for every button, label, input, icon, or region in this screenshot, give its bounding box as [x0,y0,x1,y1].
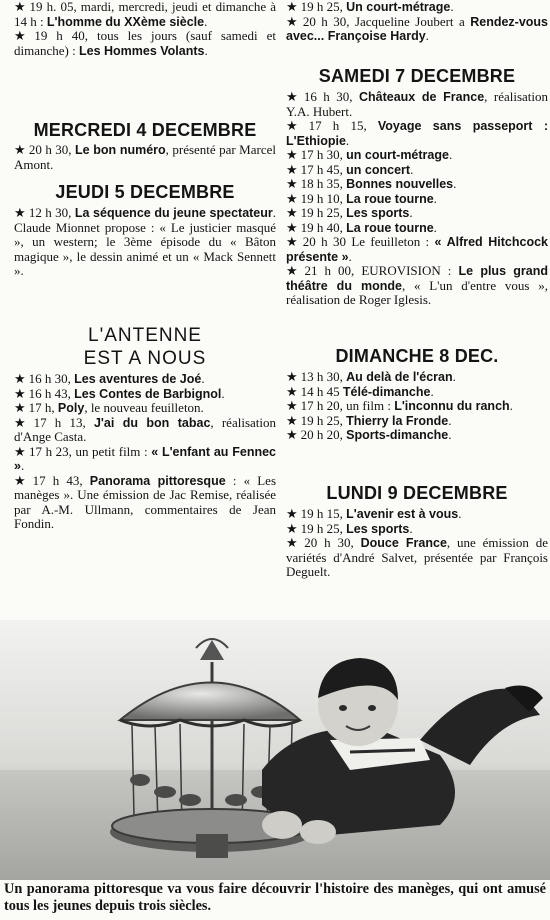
entry-time: 17 h 13, [33,414,94,430]
left-top-entries [14,0,276,58]
entry-time: 19 h. 05, mardi, mercredi, jeudi et dimanche à 14 h : [14,0,277,29]
star-icon: ★ [286,412,298,428]
star-icon: ★ [286,520,298,536]
entry-title: Châteaux de France [358,90,485,104]
star-icon: ★ [286,369,298,384]
listing-entry [14,474,276,532]
star-icon: ★ [286,427,298,442]
boy-with-carousel-illustration [0,620,550,880]
entry-title: Panorama pittoresque [89,473,226,488]
listing-entry [14,387,276,402]
listing-entry [14,372,276,387]
entry-details: . [433,190,437,206]
heading-mercredi: MERCREDI 4 DECEMBRE [33,120,257,140]
entry-time: 20 h 20, [300,427,347,442]
listing-entry [286,385,548,400]
lundi-entries [286,507,548,580]
entry-title: Le plus grand théâtre du monde [286,264,549,293]
entry-details: , une émission de variétés d'André Salvet, présentée par François Deguelt. [286,535,549,579]
entry-details: . [453,176,457,191]
entry-details: , réalisation d'Ange Casta. [14,414,276,444]
entry-details: . [458,506,462,521]
antenne-entries [14,372,276,532]
entry-time: 18 h 35, [300,176,347,191]
star-icon: ★ [286,190,298,206]
entry-time: 13 h 30, [300,369,347,384]
star-icon: ★ [286,535,302,550]
entry-title: Voyage sans passeport : L'Ethiopie [286,119,549,148]
entry-title: Les Hommes Volants [78,43,205,58]
entry-title: « L'enfant au Fennec » [14,444,277,473]
entry-time: 19 h 10, [300,190,347,206]
star-icon: ★ [286,383,298,399]
jeudi-entries [14,206,276,279]
entry-title: La roue tourne [346,220,434,235]
listing-entry [286,192,548,207]
entry-title: un court-métrage [346,148,449,162]
star-icon: ★ [14,414,31,430]
entry-time: 19 h 15, [300,506,347,521]
heading-antenne [14,324,276,370]
entry-title: Douce France [360,536,447,550]
entry-time: 20 h 30 Le feuilleton : [302,234,435,249]
heading-antenne-line2: EST A NOUS [83,348,207,369]
carousel-photo [0,620,550,880]
entry-time: 12 h 30, [28,205,75,220]
heading-jeudi: JEUDI 5 DECEMBRE [55,182,235,202]
entry-title: La séquence du jeune spectateur [74,206,273,220]
entry-time: 19 h 25, [300,520,347,536]
entry-details: . [204,42,208,58]
listing-entry [286,536,548,580]
listing-entry [14,29,276,58]
entry-time: 17 h 23, un petit film : [28,443,152,459]
entry-details: , « L'un d'entre vous », réalisation de Roger Iglesis. [286,277,548,307]
entry-details: . [201,371,205,386]
entry-title: Poly [57,401,85,415]
heading-dimanche: DIMANCHE 8 DEC. [335,346,499,366]
entry-details: . [345,132,350,148]
listing-entry [286,119,548,148]
entry-title: Les sports [346,206,410,220]
star-icon: ★ [14,443,26,459]
entry-title: Au delà de l'écran [346,370,453,384]
listing-entry [286,370,548,385]
entry-details: . [409,520,413,536]
entry-details: , présenté par Marcel Amont. [14,142,276,172]
star-icon: ★ [286,176,298,191]
star-icon: ★ [286,219,298,235]
entry-time: 17 h 30, [300,147,347,162]
listing-entry [286,428,548,443]
entry-title: L'inconnu du ranch [394,399,510,413]
listing-entry [286,221,548,236]
entry-time: 16 h 30, [28,371,75,386]
listing-entry [286,235,548,264]
listing-entry [286,163,548,178]
star-icon: ★ [14,0,27,14]
entry-time: 20 h 30, [28,142,75,157]
entry-details: . [20,458,25,473]
entry-title: Thierry la Fronde [346,413,449,428]
star-icon: ★ [286,263,302,278]
listing-entry [286,507,548,522]
star-icon: ★ [14,142,26,157]
star-icon: ★ [286,147,298,162]
entry-time: 19 h 40, [300,219,347,235]
listing-entry [286,15,548,44]
listing-entry [286,90,548,119]
entry-time: 19 h 25, [300,412,347,428]
samedi-entries [286,90,548,308]
right-top-entries [286,0,548,44]
listing-entry [286,414,548,429]
entry-time: 19 h 40, tous les jours (sauf samedi et dimanche) : [14,28,276,58]
star-icon: ★ [286,161,298,177]
entry-time: 17 h 43, [32,472,90,488]
entry-details: . [448,427,452,442]
entry-details: , réalisation Y.A. Hubert. [286,89,549,119]
entry-details: . [452,369,456,384]
listing-entry [14,0,276,29]
listing-entry [14,401,276,416]
entry-title: un concert [346,162,411,177]
entry-time: 17 h 20, un film : [300,398,395,413]
listing-entry [14,206,276,279]
listing-entry [14,445,276,474]
entry-details: . [221,385,225,401]
entry-details: . Claude Mionnet propose : « Le justicier masqué », un western; le 3ème épisode du « Bâton magique », le dessin animé et un « Mack Sennett ». [14,205,277,278]
entry-title: L'homme du XXème siècle [46,14,205,29]
listing-entry [286,399,548,414]
entry-time: 19 h 25, [300,205,347,220]
listing-entry [14,143,276,172]
entry-details: . [448,412,452,428]
entry-title: « Alfred Hitchcock présente » [286,235,549,264]
entry-time: 17 h 45, [300,161,347,177]
entry-title: Le bon numéro [74,143,166,157]
entry-time: 16 h 43, [28,385,75,401]
entry-details: : « Les manèges ». Une émission de Jac Remise, réalisée par A.-M. Ullmann, commentaires de Jean Fondin. [14,472,277,531]
entry-title: Télé-dimanche [342,384,431,399]
entry-details: . [509,398,513,413]
mercredi-entries [14,143,276,172]
entry-title: La roue tourne [346,191,434,206]
entry-time: 17 h 15, [308,118,378,133]
entry-details: , le nouveau feuilleton. [84,400,204,415]
entry-details: . [409,205,413,220]
star-icon: ★ [286,0,298,14]
entry-time: 16 h 30, [303,89,359,104]
star-icon: ★ [14,371,26,386]
entry-time: 19 h 25, [300,0,347,14]
listing-entry [14,416,276,445]
entry-details: . [425,28,429,43]
entry-title: L'avenir est à vous [346,507,459,521]
listing-entry [286,177,548,192]
entry-details: . [204,13,208,29]
entry-details: . [348,248,352,264]
star-icon: ★ [14,205,26,220]
entry-title: Sports-dimanche [346,428,449,442]
star-icon: ★ [286,205,298,220]
entry-title: Les sports [346,521,410,536]
star-icon: ★ [286,506,298,521]
star-icon: ★ [286,118,306,133]
listing-entry [286,522,548,537]
listing-entry [286,148,548,163]
entry-title: Les aventures de Joé [74,372,202,386]
star-icon: ★ [14,385,26,401]
entry-title: J'ai du bon tabac [93,415,211,430]
entry-time: 21 h 00, EUROVISION : [304,263,459,278]
listing-entry [286,206,548,221]
entry-title: Bonnes nouvelles [346,177,454,191]
star-icon: ★ [14,400,26,415]
photo-caption: Un panorama pittoresque va vous faire découvrir l'histoire des manèges, qui ont amusé tous les jeunes depuis trois siècles. [4,881,546,914]
star-icon: ★ [286,13,300,29]
entry-title: Rendez-vous avec... Françoise Hardy [286,14,549,43]
star-icon: ★ [286,89,301,104]
star-icon: ★ [286,234,300,249]
entry-details: . [450,0,454,14]
entry-title: Un court-métrage [346,0,451,14]
entry-details: . [410,161,414,177]
listing-entry [286,0,548,15]
entry-details: . [448,147,453,162]
star-icon: ★ [14,28,32,43]
entry-time: 17 h, [28,400,58,415]
entry-details: . [430,383,434,399]
dimanche-entries [286,370,548,443]
heading-samedi: SAMEDI 7 DECEMBRE [318,66,516,86]
heading-antenne-line1: L'ANTENNE [88,325,202,346]
star-icon: ★ [14,472,30,488]
entry-time: 20 h 30, [304,535,361,550]
entry-time: 14 h 45 [300,383,343,399]
listing-entry [286,264,548,308]
entry-title: Les Contes de Barbignol [74,386,222,401]
heading-lundi: LUNDI 9 DECEMBRE [326,483,508,503]
entry-time: 20 h 30, Jacqueline Joubert a [302,13,471,29]
star-icon: ★ [286,398,298,413]
entry-details: . [433,219,437,235]
